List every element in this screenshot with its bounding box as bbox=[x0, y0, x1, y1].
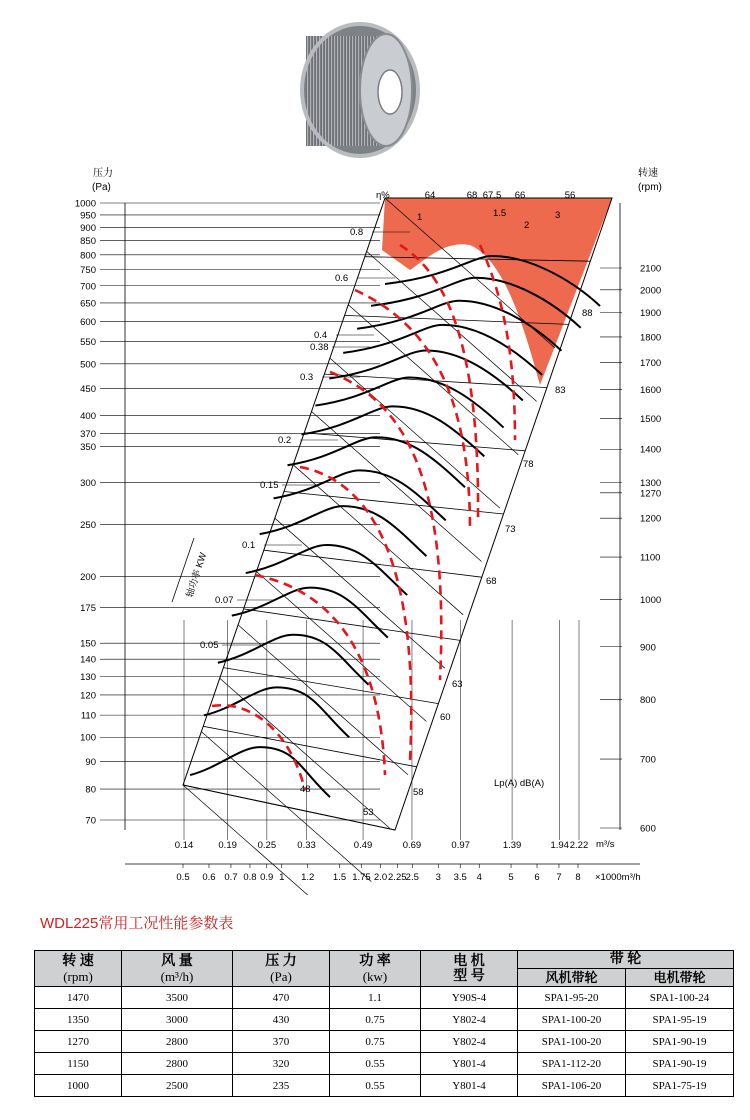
table-cell: Y801-4 bbox=[421, 1053, 518, 1075]
flow-gridlines bbox=[183, 620, 579, 868]
header-power: 功 率 (kw) bbox=[330, 951, 421, 987]
table-cell: SPA1-100-20 bbox=[518, 1031, 626, 1053]
table-cell: 235 bbox=[233, 1075, 330, 1097]
table-cell: SPA1-100-20 bbox=[518, 1009, 626, 1031]
noise-value-label: 73 bbox=[505, 524, 516, 535]
table-cell: SPA1-90-19 bbox=[626, 1053, 734, 1075]
header-motor-pulley: 电机带轮 bbox=[626, 969, 734, 987]
speed-tick-label: 1100 bbox=[640, 552, 661, 564]
table-cell: 1150 bbox=[35, 1053, 122, 1075]
power-value-label: 0.38 bbox=[310, 342, 329, 353]
pressure-tick-label: 130 bbox=[80, 671, 96, 683]
efficiency-value-label: 67.5 bbox=[482, 190, 502, 201]
table-cell: 2500 bbox=[122, 1075, 233, 1097]
flow-m3s-tick-label: 1.94 bbox=[550, 840, 569, 851]
fan-pressure-curve bbox=[260, 506, 427, 556]
table-cell: Y802-4 bbox=[421, 1009, 518, 1031]
table-cell: 2800 bbox=[122, 1053, 233, 1075]
flow-m3s-tick-label: 0.49 bbox=[353, 840, 373, 851]
pressure-tick-label: 250 bbox=[80, 520, 96, 532]
pressure-tick-label: 550 bbox=[80, 337, 96, 349]
header-speed: 转 速 (rpm) bbox=[35, 951, 122, 987]
system-curve bbox=[275, 518, 445, 668]
table-cell: SPA1-75-19 bbox=[626, 1075, 734, 1097]
power-value-label: 0.05 bbox=[200, 640, 219, 651]
zone-label: 2 bbox=[524, 220, 530, 231]
table-row bbox=[35, 1031, 734, 1053]
flow-m3h-tick-label: 1.2 bbox=[301, 872, 315, 883]
table-cell: Y90S-4 bbox=[421, 987, 518, 1009]
power-axis-label: 轴功率 KW bbox=[184, 551, 210, 599]
table-cell: 0.55 bbox=[330, 1053, 421, 1075]
fan-pressure-curve bbox=[274, 470, 446, 520]
flow-m3h-tick-label: 0.9 bbox=[260, 872, 274, 883]
speed-tick-label: 1300 bbox=[640, 477, 662, 489]
pressure-tick-label: 950 bbox=[80, 210, 96, 222]
power-value-label: 0.3 bbox=[300, 372, 314, 383]
pressure-tick-label: 70 bbox=[85, 815, 96, 827]
fan-pressure-curve bbox=[218, 635, 369, 685]
pressure-tick-label: 175 bbox=[80, 602, 96, 614]
flow-m3s-tick-label: 0.69 bbox=[402, 840, 422, 851]
table-cell: Y802-4 bbox=[421, 1031, 518, 1053]
pressure-tick-label: 300 bbox=[80, 477, 96, 489]
table-cell: 0.75 bbox=[330, 1031, 421, 1053]
noise-label: Lp(A) dB(A) bbox=[494, 778, 545, 789]
flow-m3h-tick-label: 7 bbox=[556, 872, 562, 883]
noise-value-label: 68 bbox=[486, 576, 497, 587]
pressure-tick-label: 120 bbox=[80, 690, 96, 702]
efficiency-value-label: 64 bbox=[424, 190, 436, 201]
pressure-tick-label: 90 bbox=[85, 757, 96, 769]
pressure-tick-label: 900 bbox=[80, 222, 96, 234]
power-value-label: 0.1 bbox=[242, 540, 256, 551]
right-axis-unit: (rpm) bbox=[638, 182, 662, 193]
pressure-tick-label: 750 bbox=[80, 265, 96, 277]
pressure-tick-label: 350 bbox=[80, 442, 96, 454]
speed-tick-label: 1200 bbox=[640, 513, 662, 525]
noise-value-label: 88 bbox=[582, 308, 593, 319]
pressure-tick-label: 650 bbox=[80, 298, 96, 310]
power-value-label: 0.6 bbox=[335, 273, 349, 284]
table-cell: SPA1-95-19 bbox=[626, 1009, 734, 1031]
efficiency-value-label: 68 bbox=[466, 190, 478, 201]
pressure-tick-label: 600 bbox=[80, 317, 96, 329]
table-cell: 1350 bbox=[35, 1009, 122, 1031]
fan-pressure-curve bbox=[232, 588, 388, 638]
pressure-tick-label: 150 bbox=[80, 638, 96, 650]
flow-m3s-tick-label: 0.97 bbox=[451, 840, 470, 851]
efficiency-value-label: 56 bbox=[564, 190, 576, 201]
table-cell: 1270 bbox=[35, 1031, 122, 1053]
pressure-tick-label: 500 bbox=[80, 359, 96, 371]
flow-m3h-tick-label: 2.0 bbox=[373, 872, 388, 883]
pressure-tick-label: 850 bbox=[80, 236, 96, 248]
flow-m3h-tick-label: 2.5 bbox=[405, 872, 419, 883]
system-curve bbox=[238, 625, 408, 775]
speed-tick-label: 1900 bbox=[640, 308, 662, 320]
efficiency-value-label: 66 bbox=[514, 190, 526, 201]
noise-value-label: 48 bbox=[300, 784, 311, 795]
speed-tick-label: 800 bbox=[640, 694, 656, 706]
flow-m3s-unit: m³/s bbox=[596, 839, 615, 850]
flow-m3h-tick-label: 4 bbox=[476, 872, 482, 883]
flow-m3h-tick-label: 6 bbox=[534, 872, 540, 883]
flow-m3h-tick-label: 1 bbox=[279, 872, 285, 883]
left-axis-title: 压力 bbox=[93, 168, 113, 179]
noise-value-label: 83 bbox=[555, 385, 566, 396]
zone-label: 1.5 bbox=[493, 208, 507, 219]
efficiency-curve bbox=[255, 575, 385, 775]
table-cell: SPA1-106-20 bbox=[518, 1075, 626, 1097]
flow-m3s-tick-label: 0.14 bbox=[174, 840, 194, 851]
noise-value-label: 58 bbox=[413, 787, 424, 798]
flow-m3h-tick-label: 0.8 bbox=[243, 872, 257, 883]
zone-label: 3 bbox=[555, 210, 561, 221]
flow-m3s-tick-label: 1.39 bbox=[502, 840, 522, 851]
speed-tick-label: 1270 bbox=[640, 488, 662, 500]
table-cell: 470 bbox=[233, 987, 330, 1009]
pressure-tick-label: 200 bbox=[80, 571, 96, 583]
table-cell: 1470 bbox=[35, 987, 122, 1009]
flow-m3h-tick-label: 3.5 bbox=[453, 872, 467, 883]
table-cell: 370 bbox=[233, 1031, 330, 1053]
table-cell: 0.75 bbox=[330, 1009, 421, 1031]
efficiency-label: η% bbox=[376, 190, 390, 201]
pressure-tick-label: 400 bbox=[80, 411, 96, 423]
fan-pressure-curve bbox=[246, 545, 407, 595]
pressure-tick-label: 80 bbox=[85, 784, 96, 796]
pressure-tick-label: 1000 bbox=[74, 198, 96, 210]
table-cell: 1000 bbox=[35, 1075, 122, 1097]
header-motor: 电 机 型 号 bbox=[421, 951, 518, 987]
speed-tick-label: 1700 bbox=[640, 357, 662, 369]
pressure-tick-label: 370 bbox=[80, 429, 96, 441]
system-curve bbox=[220, 678, 390, 828]
speed-tick-label: 2100 bbox=[640, 263, 662, 275]
system-curve bbox=[312, 411, 482, 561]
power-value-label: 0.8 bbox=[350, 227, 364, 238]
table-row bbox=[35, 1009, 734, 1031]
speed-line bbox=[244, 609, 461, 641]
speed-tick-label: 700 bbox=[640, 754, 656, 766]
table-row bbox=[35, 1053, 734, 1075]
speed-tick-label: 1000 bbox=[640, 595, 662, 607]
noise-value-label: 53 bbox=[363, 807, 374, 818]
noise-value-label: 60 bbox=[440, 712, 451, 723]
pressure-tick-label: 100 bbox=[80, 732, 96, 744]
efficiency-curves bbox=[212, 245, 515, 790]
pressure-tick-label: 140 bbox=[80, 654, 96, 666]
table-cell: 3500 bbox=[122, 987, 233, 1009]
table-title: WDL225常用工况性能参数表 bbox=[40, 915, 234, 932]
table-cell: 2800 bbox=[122, 1031, 233, 1053]
left-axis-unit: (Pa) bbox=[92, 182, 111, 193]
table-row bbox=[35, 987, 734, 1009]
header-belt: 带 轮 bbox=[518, 951, 734, 969]
flow-m3h-tick-label: 1.5 bbox=[332, 872, 347, 883]
flow-m3s-tick-label: 0.33 bbox=[297, 840, 316, 851]
zone-label: 1 bbox=[417, 212, 423, 223]
table-cell: 320 bbox=[233, 1053, 330, 1075]
flow-m3h-tick-label: 1.75 bbox=[352, 872, 371, 883]
pressure-tick-label: 800 bbox=[80, 250, 96, 262]
table-cell: SPA1-100-24 bbox=[626, 987, 734, 1009]
efficiency-curve bbox=[300, 467, 411, 760]
speed-tick-label: 600 bbox=[640, 823, 656, 835]
table-cell: SPA1-95-20 bbox=[518, 987, 626, 1009]
speed-line bbox=[223, 668, 438, 704]
flow-m3h-tick-label: 0.7 bbox=[224, 872, 238, 883]
flow-m3s-tick-label: 0.25 bbox=[257, 840, 277, 851]
fan-pressure-curve bbox=[288, 437, 466, 487]
speed-tick-label: 1500 bbox=[640, 413, 662, 425]
speed-tick-label: 1600 bbox=[640, 385, 662, 397]
noise-value-label: 63 bbox=[452, 679, 463, 690]
table-cell: SPA1-112-20 bbox=[518, 1053, 626, 1075]
power-value-label: 0.07 bbox=[215, 595, 234, 606]
fan-wheel-image bbox=[300, 20, 420, 160]
flow-m3h-tick-label: 5 bbox=[508, 872, 514, 883]
performance-table bbox=[34, 950, 734, 1097]
header-fan-pulley: 风机带轮 bbox=[518, 969, 626, 987]
flow-m3h-tick-label: 8 bbox=[575, 872, 581, 883]
table-cell: 1.1 bbox=[330, 987, 421, 1009]
speed-tick-label: 1800 bbox=[640, 332, 662, 344]
table-row bbox=[35, 1075, 734, 1097]
flow-m3s-tick-label: 0.19 bbox=[218, 840, 237, 851]
table-cell: Y801-4 bbox=[421, 1075, 518, 1097]
flow-m3h-tick-label: 3 bbox=[435, 872, 441, 883]
flow-m3h-unit: ×1000m³/h bbox=[595, 872, 641, 883]
pressure-tick-label: 110 bbox=[80, 710, 96, 722]
speed-tick-label: 1400 bbox=[640, 444, 662, 456]
flow-m3h-tick-label: 0.6 bbox=[202, 872, 216, 883]
pressure-tick-label: 700 bbox=[80, 281, 96, 293]
table-cell: 3000 bbox=[122, 1009, 233, 1031]
fan-pressure-curve bbox=[329, 350, 523, 400]
table-cell: 430 bbox=[233, 1009, 330, 1031]
table-cell: SPA1-90-19 bbox=[626, 1031, 734, 1053]
header-pressure: 压 力 (Pa) bbox=[233, 951, 330, 987]
pressure-tick-label: 450 bbox=[80, 383, 96, 395]
right-axis-title: 转速 bbox=[638, 168, 658, 179]
speed-tick-label: 2000 bbox=[640, 285, 662, 297]
performance-chart bbox=[0, 160, 750, 895]
header-flow: 风 量 (m³/h) bbox=[122, 951, 233, 987]
flow-m3s-tick-label: 2.22 bbox=[569, 840, 589, 851]
flow-m3h-tick-label: 0.5 bbox=[176, 872, 190, 883]
speed-tick-label: 900 bbox=[640, 642, 656, 654]
table-cell: 0.55 bbox=[330, 1075, 421, 1097]
power-value-label: 0.4 bbox=[314, 330, 328, 341]
power-value-label: 0.2 bbox=[278, 435, 292, 446]
power-value-label: 0.15 bbox=[260, 480, 279, 491]
system-curve bbox=[293, 465, 463, 615]
flow-m3h-tick-label: 2.25 bbox=[388, 872, 407, 883]
noise-value-label: 78 bbox=[523, 459, 534, 470]
